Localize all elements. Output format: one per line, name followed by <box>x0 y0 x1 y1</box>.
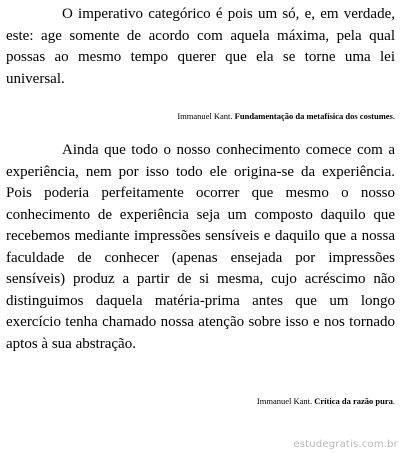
citation2-trailing: . <box>392 396 395 406</box>
quote2-text: Ainda que todo o nosso conhecimento comece com a experiência, nem por isso todo ele origina-se da experiência. Pois poderia perfeitamente ocorrer que mesmo o nosso conhecimento de experiência seja um composto daquilo que recebemos mediante impressões sensíveis e daquilo que a nossa faculdade de conhecer (apenas ensejada por impressões sensíveis) produz a partir de si mesma, cujo acréscimo não distinguimos daquela matéria-prima antes que um longo exercício tenha chamado nossa atenção sobre isso e nos tornado aptos à sua abstração. <box>6 142 395 352</box>
citation2-work: Crítica da razão pura <box>314 396 393 406</box>
site-watermark: estudegratis.com.br <box>293 439 398 450</box>
citation2-author: Immanuel Kant. <box>256 396 313 406</box>
citation-fundamentacao <box>177 111 395 121</box>
kant-quote-categorical-imperative <box>6 4 395 90</box>
kant-quote-experience <box>6 140 395 355</box>
citation1-author: Immanuel Kant. <box>177 111 233 121</box>
citation1-work: Fundamentação da metafísica dos costumes <box>234 111 393 121</box>
citation-critica <box>257 396 395 406</box>
quote1-text: O imperativo categórico é pois um só, e, em verdade, este: age somente de acordo com aquela máxima, pela qual possas ao mesmo tempo querer que ela se torne uma lei universal. <box>6 6 395 87</box>
citation1-trailing: . <box>392 111 395 121</box>
